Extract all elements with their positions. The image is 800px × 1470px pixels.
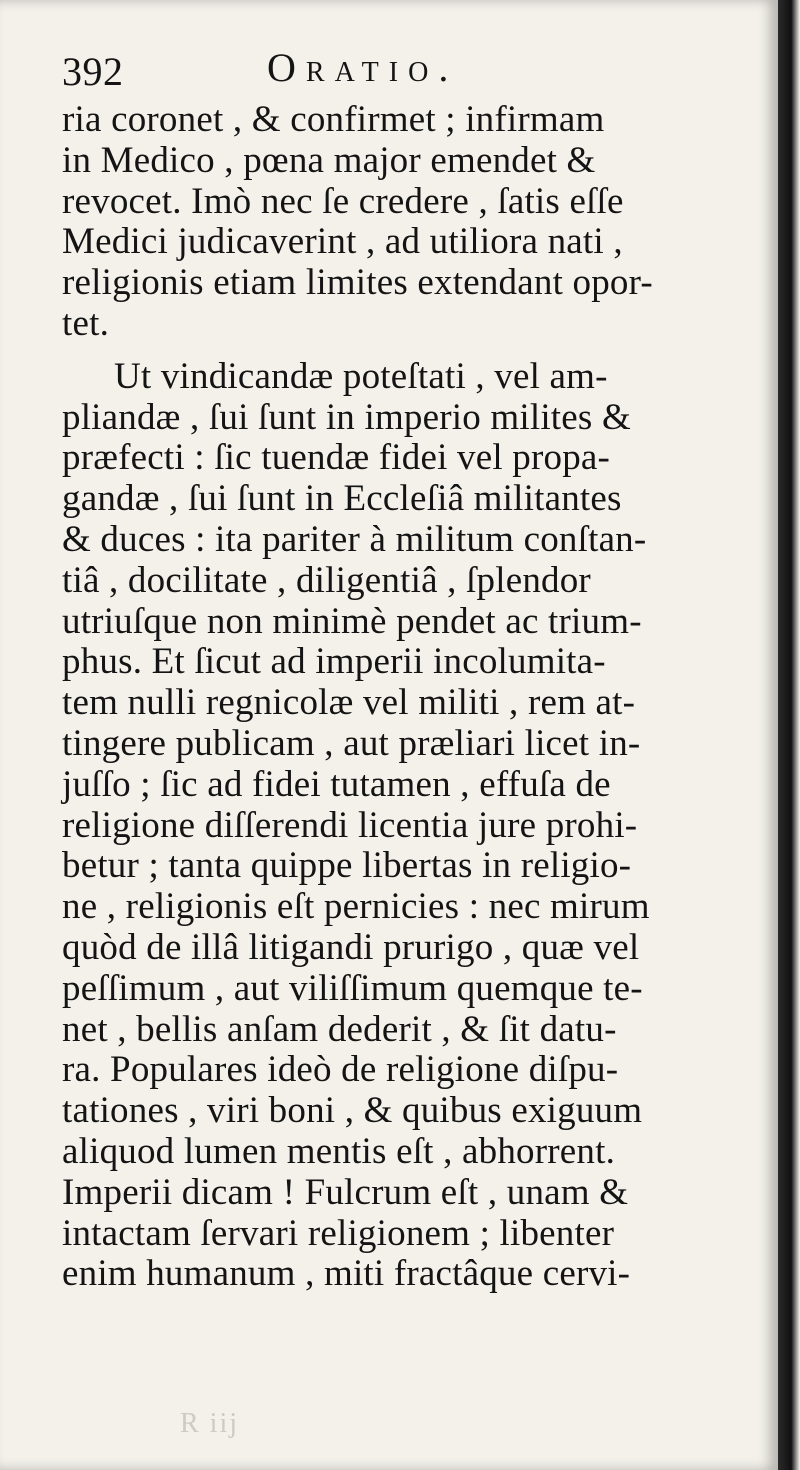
text-line: betur ; tanta quippe libertas in religio- xyxy=(62,845,632,887)
text-line: enim humanum , miti fractâque cervi- xyxy=(62,1253,631,1295)
text-line: intactam ſervari religionem ; libenter xyxy=(62,1212,615,1254)
text-line: tem nulli regnicolæ vel militi , rem at- xyxy=(62,682,636,724)
text-line: revocet. Imò nec ſe credere , ſatis eſſe xyxy=(62,180,624,222)
text-line: & duces : ita pariter à militum conſtan- xyxy=(62,518,647,560)
text-line: in Medico , pœna major emendet & xyxy=(62,139,596,181)
page-number: 392 xyxy=(62,49,124,94)
page-edge-shadow xyxy=(778,0,800,1470)
body-text xyxy=(62,100,742,1295)
text-line: tationes , viri boni , & quibus exiguum xyxy=(62,1090,643,1132)
text-line: aliquod lumen mentis eſt , abhorrent. xyxy=(62,1130,616,1172)
text-line: Medici judicaverint , ad utiliora nati , xyxy=(62,221,623,263)
text-line: tingere publicam , aut præliari licet in- xyxy=(62,722,641,764)
text-line: præfecti : ſic tuendæ fidei vel propa- xyxy=(62,437,611,479)
text-line: Imperii dicam ! Fulcrum eſt , unam & xyxy=(62,1171,629,1213)
text-line: juſſo ; ſic ad fidei tutamen , effuſa de xyxy=(62,763,611,805)
text-line: tet. xyxy=(62,302,110,344)
running-head: Oratio. xyxy=(267,45,459,90)
text-line: ra. Populares ideò de religione diſpu- xyxy=(62,1049,619,1091)
text-line: ria coronet , & confirmet ; infirmam xyxy=(62,99,605,140)
text-line: religione diſſerendi licentia jure prohi- xyxy=(62,804,638,846)
text-line: utriuſque non minimè pendet ac trium- xyxy=(62,600,642,642)
text-line: religionis etiam limites extendant opor- xyxy=(62,262,653,304)
text-line: pliandæ , ſui ſunt in imperio milites & xyxy=(62,396,631,438)
text-line: net , bellis anſam dederit , & ſit datu- xyxy=(62,1008,617,1050)
text-line: ne , religionis eſt pernicies : nec mirum xyxy=(62,886,650,928)
text-line: tiâ , docilitate , diligentiâ , ſplendor xyxy=(62,559,591,601)
text-line: phus. Et ſicut ad imperii incolumita- xyxy=(62,641,606,683)
paragraph-gap xyxy=(62,345,742,357)
text-line: quòd de illâ litigandi prurigo , quæ vel xyxy=(62,926,640,968)
text-line: gandæ , ſui ſunt in Eccleſiâ militantes xyxy=(62,478,622,520)
show-through-text: R iij xyxy=(180,1408,240,1439)
text-line: peſſimum , aut viliſſimum quemque te- xyxy=(62,967,643,1009)
text-line: Ut vindicandæ poteſtati , vel am- xyxy=(114,355,608,397)
